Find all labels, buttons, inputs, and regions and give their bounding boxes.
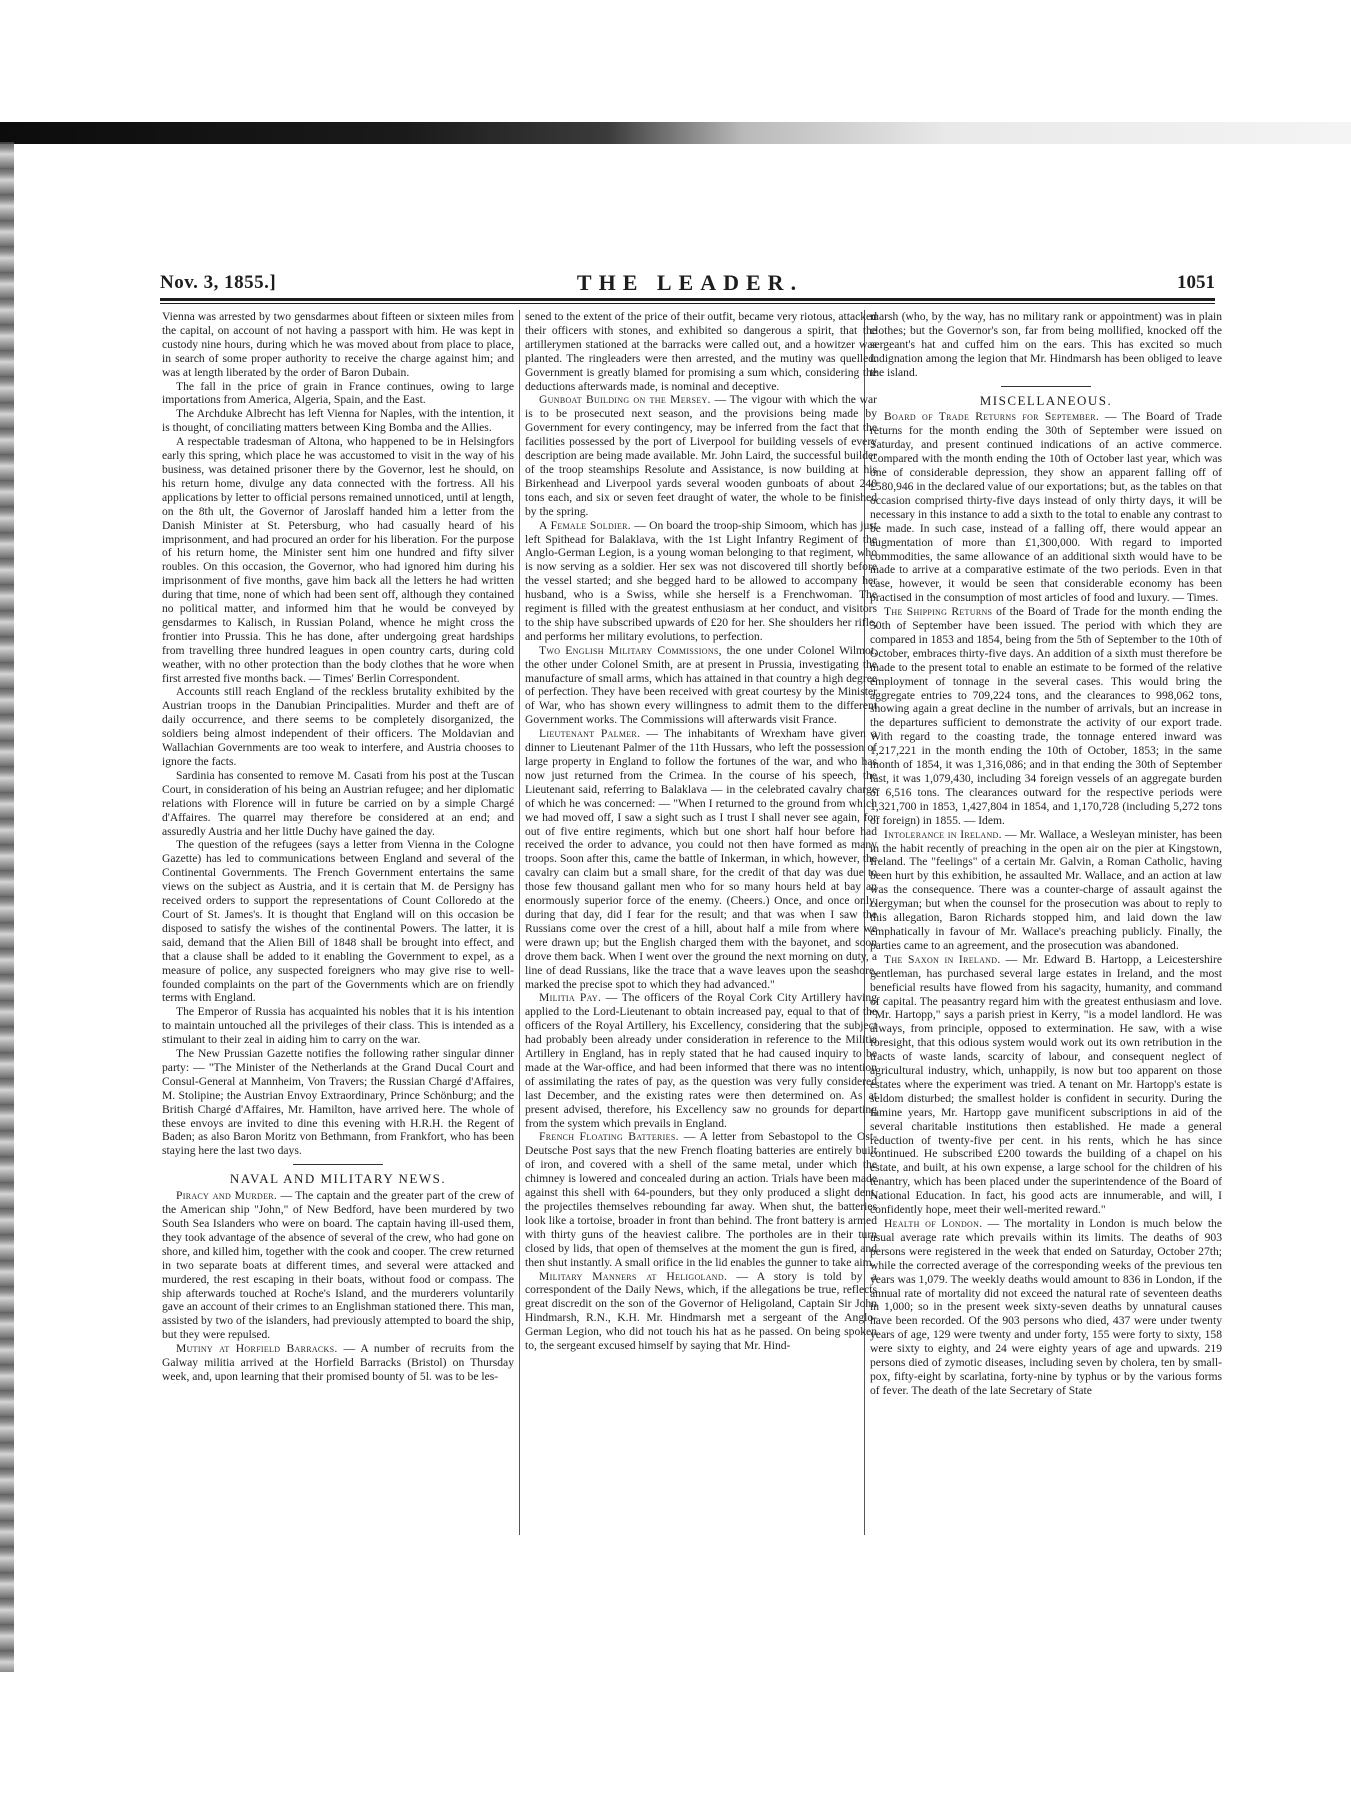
section-heading-naval: NAVAL AND MILITARY NEWS. <box>229 1171 447 1187</box>
article-mutiny <box>162 1342 514 1384</box>
paragraph: The Emperor of Russia has acquainted his nobles that it is his intention to maintain untouched all the privileges of their class. This is intended as a stimulant to their zeal in aiding him to carry on the war. <box>162 1005 514 1047</box>
article-text: — On board the troop-ship Simoom, which has just left Spithead for Balaklava, with the 1st Light Infantry Regiment of the Anglo-German Legion, is a young woman belonging to that regiment, who is now serving as a soldier. Her sex was not discovered till shortly before the vessel started; and she begged hard to be allowed to accompany her husband, who is a Swiss, while she herself is a Frenchwoman. The regiment is filled with the greatest enthusiasm at her conduct, and visitors to the ship have subscribed upwards of £20 for her. She shoulders her rifle, and performs her military evolutions, to perfection. <box>525 518 877 643</box>
paragraph: A respectable tradesman of Altona, who happened to be in Helsingfors early this spring, which place he was accustomed to visit in the way of his business, was detained prisoner there by the Governor, lest he should, on his return home, divulge any data connected with the fortress. All his applications by letter to official persons remained unnoticed, until at length, on the 8th ult, the Governor of Jaroslaff handed him a letter from the Danish Minister at St. Petersburg, who had casually heard of his imprisonment, and had procured an order for his liberation. For the purpose of his return home, the Minister sent him one hundred and fifty silver roubles. On this occasion, the Governor, who had ignored him during his imprisonment of five months, gave him back all the letters he had written during that time, none of which had been sent off, although they contained no political matter, and informed him that he would be conveyed by gensdarmes to Kalisch, in Russian Poland, whence he might cross the frontier into Prussia. This he has done, after undergoing great hardships from travelling three hundred leagues in open country carts, during cold weather, with no other protection than the body clothes that he wore when first arrested five months back. — Times' Berlin Correspondent. <box>162 435 514 685</box>
article-text: — Mr. Wallace, a Wesleyan minister, has been in the habit recently of preaching in the open air on the pier at Kingstown, Ireland. The "feelings" of a certain Mr. Galvin, a Roman Catholic, having been hurt by this exhibition, he assaulted Mr. Wallace, and an action at law was the consequence. There was a counter-charge of assault against the clergyman; but when the counsel for the prosecution was about to reply to this allegation, Baron Richards stopped him, and laid down the law emphatically in favour of Mr. Wallace's preaching publicly. Finally, the parties came to an agreement, and the prosecution was abandoned. <box>870 827 1222 952</box>
paragraph: The Archduke Albrecht has left Vienna for Naples, with the intention, it is thought, of conciliating matters between King Bomba and the Allies. <box>162 407 514 435</box>
paragraph: Sardinia has consented to remove M. Casati from his post at the Tuscan Court, in consideration of his being an Austrian refugee; and her diplomatic relations with Florence will in future be carried on by a simple Chargé d'Affaires. The quarrel may therefore be considered at an end; and assuredly Austria and her little Duchy have gained the day. <box>162 768 514 838</box>
scan-edge <box>0 122 1351 144</box>
header-rule <box>160 298 1215 301</box>
article-text: the one under Colonel Wilmot, the other under Colonel Smith, are at present in Prussia, investigating the manufacture of small arms, which has attained in that country a high degree of perfection. They have been received with great courtesy by the Minister of War, who has shown every willingness to admit them to the different Government works. The Commissions will afterwards visit France. <box>525 643 877 727</box>
page-binding <box>0 142 14 1672</box>
article-title: Piracy and Murder. <box>176 1189 278 1203</box>
article-title: Health of London. <box>884 1217 983 1230</box>
column-2 <box>525 310 877 1550</box>
article-title: Board of Trade Returns for September. <box>884 410 1100 424</box>
column-1 <box>162 310 514 1550</box>
article-title: Mutiny at Horfield Barracks. <box>176 1342 338 1356</box>
article-text: — A number of recruits from the Galway militia arrived at the Horfield Barracks (Bristol) on Thursday week, and, upon learning that their promised bounty of 5l. was to be les- <box>162 1342 514 1383</box>
article-text: — The Board of Trade returns for the month ending the 30th of September were issued on Saturday, and present continued indications of an active commerce. Compared with the month ending the 10th of October last year, which was one of considerable depression, they show an apparent falling off of £580,946 in the declared value of our exportations; but, as the tables on that occasion comprised thirty-five days instead of only thirty days, it will be necessary in this instance to add a sixth to the total to enable any contrast to be made. In such case, instead of a falling off, there would appear an augmentation of more than £1,300,000. With regard to imported commodities, the same allowance of an additional sixth would have to be made to arrive at a comparative estimate of the two periods. Even in that case, however, it would be seen that considerable economy has been practised in the consumption of most articles of food and luxury. — Times. <box>870 410 1222 605</box>
paragraph: Accounts still reach England of the reckless brutality exhibited by the Austrian troops in the Danubian Principalities. Murder and theft are of daily occurrence, and there seems to be completely disorganized, the soldiers being almost independent of their officers. The Moldavian and Wallachian Governments are too weak to interfere, and Austria chooses to ignore the facts. <box>162 685 514 768</box>
article-palmer <box>525 727 877 991</box>
article-title: Military Manners at Heligoland. <box>539 1269 728 1283</box>
article-saxon <box>870 953 1222 1217</box>
article-heligoland <box>525 1270 877 1353</box>
article-title: Lieutenant Palmer. <box>539 727 641 741</box>
article-text: — A story is told by a correspondent of the Daily News, which, if the allegations be true, reflects great discredit on the son of the Governor of Heligoland, Captain Sir John Hindmarsh, R.N., K.H. Mr. Hindmarsh met a sergeant of the Anglo-German Legion, who did not touch his hat as he passed. On being spoken to, the sergeant excused himself by saying that Mr. Hind- <box>525 1269 877 1353</box>
article-intolerance <box>870 828 1222 953</box>
article-title: Two English Military Commissions, <box>539 643 722 657</box>
article-piracy <box>162 1189 514 1342</box>
section-rule <box>293 1164 383 1165</box>
issue-date: Nov. 3, 1855.] <box>160 272 277 293</box>
article-title: Militia Pay. <box>539 991 602 1005</box>
section-heading-misc: MISCELLANEOUS. <box>979 392 1113 408</box>
article-text: — The mortality in London is much below the usual average rate which prevails within its limits. The deaths of 903 persons were registered in the week that ended on Saturday, October 27th; while the corrected average of the corresponding weeks of the previous ten years was 1,079. The weekly deaths would amount to 836 in London, if the annual rate of mortality did not exceed the natural rate of seventeen deaths in 1,000; so in the present week sixty-seven deaths by unnatural causes have been recorded. Of the 903 persons who died, 437 were under twenty years of age, 129 were twenty and under forty, 155 were forty to sixty, 158 were sixty to eighty, and 24 were eighty years of age and upwards. 219 persons died of zymotic diseases, including seven by cholera, ten by small-pox, fifty-eight by scarlatina, forty-nine by typhus or by the various forms of fever. The death of the late Secretary of State <box>870 1217 1222 1397</box>
header-rule-thin <box>160 303 1215 304</box>
paragraph: The question of the refugees (says a letter from Vienna in the Cologne Gazette) has led to communications between England and several of the Continental Governments. The French Government entertains the same views on the subject as Austria, and it is certain that M. de Persigny has received orders to support the representations of Count Colloredo at the Court of St. James's. It is thought that England will on this occasion be disposed to satisfy the wishes of the continental Powers. The latter, it is said, demand that the Alien Bill of 1848 shall be brought into effect, and that a clause shall be added to it enabling the Government to expel, as a measure of police, any suspected foreigners who may give rise to well-founded complaints on the part of the Governments which are on friendly terms with England. <box>162 838 514 1005</box>
article-title: Intolerance in Ireland. <box>884 827 1002 841</box>
paragraph: marsh (who, by the way, has no military rank or appointment) was in plain clothes; but the Governor's son, far from being mollified, knocked off the sergeant's hat and cuffed him on the ears. This has excited so much indignation among the legion that Mr. Hindmarsh has been obliged to leave the island. <box>870 310 1222 379</box>
article-commissions <box>525 644 877 727</box>
article-text: — The inhabitants of Wrexham have given a dinner to Lieutenant Palmer of the 11th Hussars, who left the possession of large property in England to follow the fortunes of the war, and who has now just returned from the Crimea. In the course of his speech, the Lieutenant said, referring to Balaklava — in the celebrated cavalry charge of which he was concerned: — "When I returned to the ground from which we had moved off, I saw a sight such as I trust I shall never see again, for out of five entire regiments, which but one short half hour before had received the order to advance, you could not then have formed as many troops. Soon after this, came the battle of Inkerman, in which, however, the cavalry can claim but a small share, for the credit of that day was due to those few thousand gallant men who for so many hours held at bay an enormously superior force of the enemy. (Cheers.) Once, and once only, during that day, did I fear for the result; and that was when I saw the Russians come over the crest of a hill, about half a mile from where we were drawn up; but the English charged them with the bayonet, and soon drove them back. When I went over the ground the next morning on duty, a line of dead Russians, like the trace that a wave leaves upon the seashore, marked the precise spot to which they had advanced." <box>525 727 877 991</box>
article-health <box>870 1217 1222 1398</box>
article-title: A Female Soldier. <box>539 518 632 532</box>
paragraph: Vienna was arrested by two gensdarmes about fifteen or sixteen miles from the capital, on account of not having a passport with him. He was kept in custody nine hours, during which he was moved about from place to place, in search of some proper authority to receive the charge against him; and was at length liberated by the order of Baron Dubain. <box>162 310 514 379</box>
article-trade <box>870 410 1222 605</box>
article-text: — The vigour with which the war is to be prosecuted next season, and the provisions being made by Government for every contingency, may be inferred from the fact that the facilities possessed by the port of Liverpool for building vessels of every description are being made available. Mr. John Laird, the successful builder of the troop steamships Resolute and Assistance, is now building at his Birkenhead and Liverpool yards several wooden gunboats of about 240 tons each, and six or seven feet draught of water, the whole to be finished by the spring. <box>525 393 877 518</box>
article-title: French Floating Batteries. <box>539 1130 679 1144</box>
paragraph: The fall in the price of grain in France continues, owing to large importations from America, Algeria, Spain, and the East. <box>162 379 514 407</box>
column-3 <box>870 310 1222 1550</box>
article-gunboat <box>525 393 877 518</box>
article-title: The Shipping Returns <box>884 605 993 619</box>
paragraph: The New Prussian Gazette notifies the following rather singular dinner party: — "The Minister of the Netherlands at the Grand Ducal Court and Consul-General at Mannheim, Von Travers; the Russian Chargé d'Affaires, M. Stolipine; the Austrian Envoy Extraordinary, Prince Schönburg; and the British Chargé d'Affaires, Mr. Hamilton, have arrived here. The whole of these envoys are invited to dine this evening with H.R.H. the Regent of Baden; as also Baron Moritz von Bethmann, from Frankfort, who has been staying here the last two days. <box>162 1047 514 1158</box>
article-text: of the Board of Trade for the month ending the 30th of September have been issued. The period with which they are compared in 1853 and 1854, being from the 5th of September to the 10th of October, embraces thirty-five days. An addition of a sixth must therefore be made to the present total to enable an estimate to be formed of the relative employment of tonnage in the several cases. This would bring the aggregate entries to 709,224 tons, and the clearances to 998,062 tons, showing again a great decline in the number of arrivals, but an increase in the departures sufficient to demonstrate the activity of our export trade. With regard to the coasting trade, the tonnage entered inward was 1,217,221 in the month ending the 10th of October, 1853; in the same month of 1854, it was 1,316,086; and in that ending the 30th of September last, it was 1,079,430, including 34 foreign vessels of an aggregate burden of 6,516 tons. The clearances outward for the respective periods were 1,321,700 in 1853, 1,427,804 in 1854, and 1,170,728 (including 5,272 tons of foreign) in 1855. — Idem. <box>870 605 1222 827</box>
article-text: — Mr. Edward B. Hartopp, a Leicestershire gentleman, has purchased several large estates in Ireland, and the most beneficial results have flowed from his sagacity, humanity, and command of capital. The peasantry regard him with the greatest enthusiasm and love. "Mr. Hartopp," says a parish priest in Kerry, "is a model landlord. He was always, from principle, opposed to extermination. He saw, with a wise foresight, that this odious system would work out its own retribution in the tracts of waste lands, scarcity of labour, and consequent neglect of agricultural industry, which, unhappily, is now but too apparent on those estates where the experiment was tried. A tenant on Mr. Hartopp's estate is seldom disturbed; the smallest holder is confident in security. During the famine years, Mr. Hartopp gave munificent subscriptions in aid of the several charitable institutions then established. He made a general reduction of twenty-five per cent. in his rents, which he has since continued. He subscribed £200 towards the building of a chapel on his estate, and built, at his own expense, a large school for the children of his tenantry, which has been placed under the superintendence of the Board of National Education. In fact, his good acts are innumerable, and will, I confidently hope, meet their well-merited reward." <box>870 952 1222 1217</box>
article-shipping <box>870 605 1222 828</box>
article-text: — A letter from Sebastopol to the Ost-Deutsche Post says that the new French floating batteries are entirely built of iron, and covered with a shell of the same metal, under which the chimney is lowered and concealed during an action. Trials have been made against this shell with 64-pounders, but they only produced a slight dent, the projectiles themselves rebounding far away. When shut, the batteries look like a tortoise, broader in front than behind. The front battery is armed with thirty guns of the heaviest calibre. The portholes are in their turn closed by lids, that open of themselves at the moment the gun is fired, and then shut instantly. A small orifice in the lid enables the gunner to take aim. <box>525 1130 877 1269</box>
column-divider <box>519 310 520 1535</box>
article-title: The Saxon in Ireland. <box>884 952 1001 966</box>
article-text: — The captain and the greater part of the crew of the American ship "John," of New Bedford, have been murdered by two South Sea Islanders who were on board. The captain having ill-used them, they took advantage of the absence of several of the crew, who had gone on shore, and killed him, together with the cook and cooper. The crew returned in two separate boats at different times, and several were attacked and murdered, the rest escaping in their boats, without food or compass. The ship afterwards touched at Roche's Island, and the murderers voluntarily gave an account of their crimes to an Englishman stationed there. This man, assisted by two of the islanders, had previously attempted to board the ship, but they were repulsed. <box>162 1189 514 1342</box>
article-batteries <box>525 1130 877 1269</box>
section-rule <box>1001 386 1091 387</box>
article-title: Gunboat Building on the Mersey. <box>539 393 711 407</box>
page-header <box>160 272 1215 296</box>
article-female-soldier <box>525 519 877 644</box>
paragraph: sened to the extent of the price of their outfit, became very riotous, attacked their officers with stones, and exhibited so dangerous a spirit, that the artillerymen stationed at the barracks were called out, and a howitzer was planted. The ringleaders were then arrested, and the mutiny was quelled. Government is greatly blamed for promising a sum which, considering the deductions afterwards made, is nominal and deceptive. <box>525 310 877 393</box>
article-text: — The officers of the Royal Cork City Artillery having applied to the Lord-Lieutenant to obtain increased pay, equal to that of the officers of the Royal Artillery, his Excellency, considering that the subject had probably been already under consideration in reference to the Militia Artillery in England, has in reply stated that he had caused inquiry to be made at the War-office, and had been informed that there was no intention of assimilating the rates of pay, as the question was very fully considered last December, and the existing rates were then determined on. As at present advised, therefore, his Excellency saw no grounds for departing from the system which prevails in England. <box>525 991 877 1130</box>
newspaper-title: THE LEADER. <box>576 270 804 295</box>
page-number: 1051 <box>1177 272 1215 293</box>
article-militia <box>525 991 877 1130</box>
